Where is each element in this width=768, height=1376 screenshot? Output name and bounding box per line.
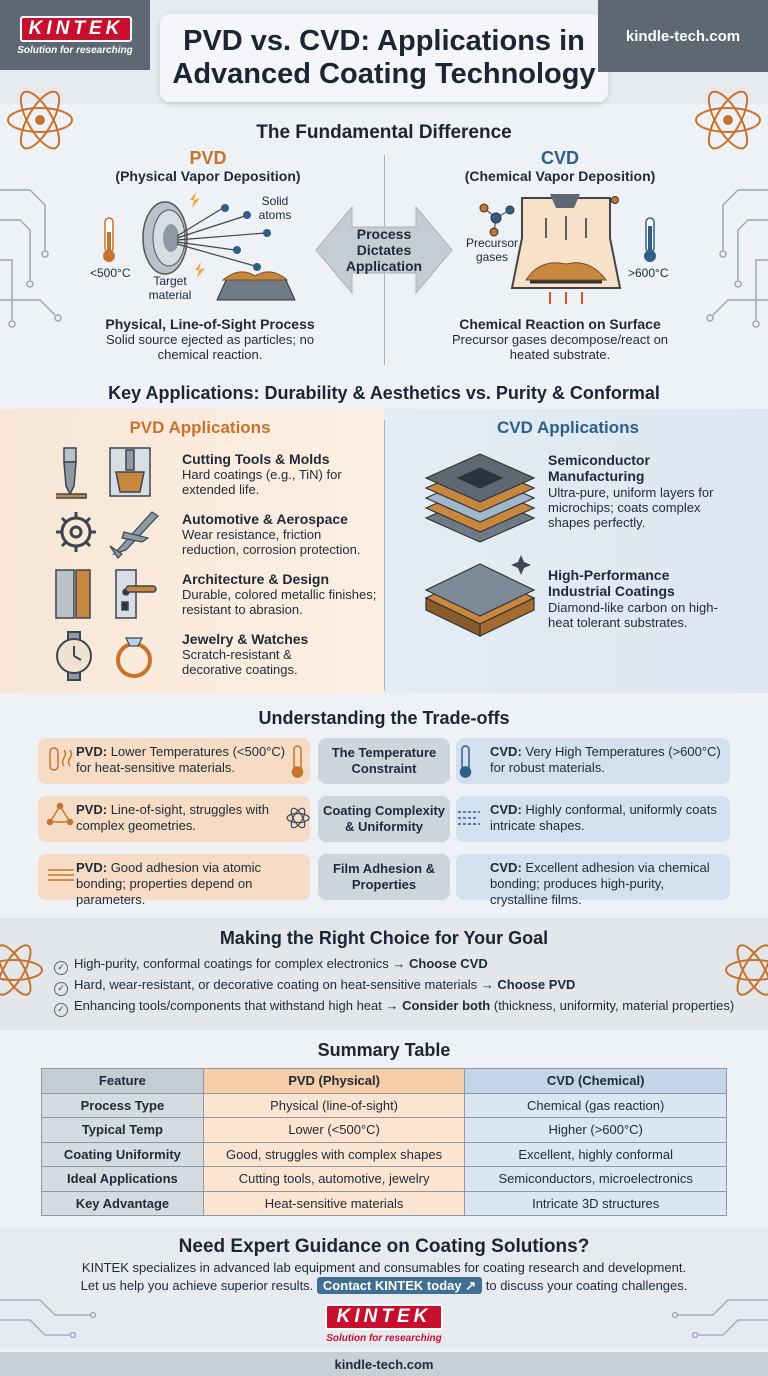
- tradeoff-pvd-cell: PVD: Line-of-sight, struggles with complex geometries.: [38, 796, 310, 842]
- footer-site-link[interactable]: kindle-tech.com: [0, 1352, 768, 1376]
- cvd-caption-title: Chemical Reaction on Surface: [459, 316, 661, 332]
- pvd-heading: PVD: [189, 148, 227, 168]
- table-row: [42, 1191, 727, 1216]
- pvd-app-title: Automotive & Aerospace: [182, 511, 348, 527]
- table-cell: Physical (line-of-sight): [203, 1093, 465, 1118]
- gear-icon: [56, 512, 96, 552]
- check-icon: ✓: [54, 1003, 68, 1017]
- pvd-full-name: (Physical Vapor Deposition): [115, 168, 301, 184]
- coated-substrate-icon: [426, 564, 534, 636]
- divider: [384, 420, 385, 690]
- pvd-atoms-label: Solid atoms: [258, 194, 292, 222]
- logo-tagline: Solution for researching: [17, 45, 133, 56]
- tradeoff-label: Coating Complexity & Uniformity: [318, 796, 450, 842]
- summary-title: Summary Table: [317, 1040, 451, 1060]
- cta-line-1: KINTEK specializes in advanced lab equipment and consumables for coating research and development.: [81, 1260, 687, 1275]
- target-disc-icon: [143, 202, 187, 274]
- link-icon: ↗: [465, 1278, 477, 1293]
- watch-icon: [57, 632, 91, 680]
- table-header: Feature: [42, 1069, 204, 1094]
- pvd-app-title: Cutting Tools & Molds: [182, 451, 330, 467]
- microchip-icon: [426, 454, 534, 542]
- contact-button[interactable]: Contact KINTEK today ↗: [317, 1277, 482, 1294]
- cvd-gases-label: Precursor gases: [465, 236, 518, 264]
- tradeoff-label: Film Adhesion & Properties: [318, 854, 450, 900]
- pvd-app-title: Architecture & Design: [182, 571, 330, 587]
- choice-item: ✓ Enhancing tools/components that withstand high heat → Consider both (thickness, uniformity, material properties): [54, 998, 744, 1017]
- sparkle-icon: [511, 555, 531, 575]
- logo-tagline: Solution for researching: [326, 1333, 442, 1344]
- table-row: [42, 1093, 727, 1118]
- table-cell: Heat-sensitive materials: [203, 1191, 465, 1216]
- cvd-heading: CVD: [540, 148, 579, 168]
- cta-line-2: Let us help you achieve superior results. Contact KINTEK today ↗ to discuss your coating challenges.: [80, 1278, 688, 1293]
- summary-table: [41, 1068, 727, 1216]
- cvd-application-icons: [420, 448, 540, 648]
- tradeoff-cvd-cell: CVD: Highly conformal, uniformly coats intricate shapes.: [456, 796, 730, 842]
- tradeoff-label: The Temperature Constraint: [318, 738, 450, 784]
- triangle-nodes-icon: [48, 804, 73, 825]
- fundamental-title: The Fundamental Difference: [256, 122, 512, 143]
- table-header: CVD (Chemical): [465, 1069, 727, 1094]
- table-cell: Good, struggles with complex shapes: [203, 1142, 465, 1167]
- cvd-app-title: Semiconductor Manufacturing: [548, 452, 650, 484]
- cvd-temp: >600°C: [628, 266, 669, 280]
- pvd-caption-text: Solid source ejected as particles; no chemical reaction.: [105, 332, 315, 362]
- check-icon: ✓: [54, 982, 68, 996]
- tradeoff-cvd-cell: CVD: Very High Temperatures (>600°C) for robust materials.: [456, 738, 730, 784]
- reactor-chamber-icon: [512, 194, 620, 288]
- table-cell: Chemical (gas reaction): [465, 1093, 727, 1118]
- mold-icon: [110, 448, 150, 496]
- thermometer-icon: [461, 746, 471, 777]
- table-row: [42, 1118, 727, 1143]
- panel-icon: [56, 570, 90, 618]
- pvd-temp: <500°C: [90, 266, 131, 280]
- page-title: PVD vs. CVD: Applications in Advanced Coating Technology: [160, 14, 608, 102]
- table-cell: Key Advantage: [42, 1191, 204, 1216]
- spark-icon: [190, 192, 205, 278]
- cvd-app-desc: Diamond-like carbon on high-heat tolerant substrates.: [548, 600, 718, 630]
- tradeoffs-title: Understanding the Trade-offs: [258, 708, 510, 728]
- cvd-applications-heading: CVD Applications: [497, 418, 639, 437]
- cvd-app-desc: Ultra-pure, uniform layers for microchips; coats complex shapes perfectly.: [548, 485, 714, 530]
- heat-arrows-icon: [550, 292, 582, 304]
- table-cell: Semiconductors, microelectronics: [465, 1167, 727, 1192]
- heat-icon: [50, 748, 72, 770]
- pvd-applications-heading: PVD Applications: [129, 418, 271, 437]
- table-row: [42, 1142, 727, 1167]
- cta-title: Need Expert Guidance on Coating Solutions?: [178, 1236, 590, 1257]
- table-cell: Excellent, highly conformal: [465, 1142, 727, 1167]
- atom-icon: [287, 806, 309, 830]
- door-handle-icon: [116, 570, 156, 618]
- tradeoff-pvd-cell: PVD: Lower Temperatures (<500°C) for heat-sensitive materials.: [38, 738, 310, 784]
- pvd-app-desc: Hard coatings (e.g., TiN) for extended life.: [182, 467, 342, 497]
- airplane-icon: [110, 512, 158, 558]
- pvd-caption-title: Physical, Line-of-Sight Process: [105, 316, 315, 332]
- tradeoff-pvd-cell: PVD: Good adhesion via atomic bonding; properties depend on parameters.: [38, 854, 310, 900]
- check-icon: ✓: [54, 961, 68, 975]
- table-cell: Lower (<500°C): [203, 1118, 465, 1143]
- circuit-icon: [0, 190, 61, 327]
- pvd-target-label: Target material: [148, 274, 192, 302]
- pvd-app-title: Jewelry & Watches: [182, 631, 309, 647]
- table-row: [42, 1167, 727, 1192]
- process-dictates-label: Process Dictates Application: [345, 226, 423, 274]
- logo-box[interactable]: [0, 0, 150, 70]
- pvd-app-desc: Scratch-resistant & decorative coatings.: [182, 647, 298, 677]
- site-link[interactable]: kindle-tech.com: [598, 0, 768, 72]
- table-header: PVD (Physical): [203, 1069, 465, 1094]
- substrate-icon: [217, 272, 295, 300]
- tradeoff-cvd-cell: CVD: Excellent adhesion via chemical bonding; produces high-purity, crystalline films.: [456, 854, 730, 900]
- choice-title: Making the Right Choice for Your Goal: [219, 928, 549, 948]
- pvd-app-desc: Durable, colored metallic finishes; resistant to abrasion.: [182, 587, 377, 617]
- table-cell: Process Type: [42, 1093, 204, 1118]
- flow-lines-icon: [458, 812, 480, 824]
- applications-title: Key Applications: Durability & Aesthetics vs. Purity & Conformal: [108, 383, 660, 403]
- thermometer-icon: [103, 218, 115, 262]
- thermometer-icon: [293, 746, 303, 777]
- tradeoff-icons: [44, 742, 730, 902]
- circuit-icon: [707, 190, 768, 327]
- cvd-app-title: High-Performance Industrial Coatings: [548, 567, 675, 599]
- kintek-logo[interactable]: KINTEK: [325, 1304, 443, 1330]
- table-cell: Higher (>600°C): [465, 1118, 727, 1143]
- ring-icon: [118, 638, 150, 676]
- table-cell: Ideal Applications: [42, 1167, 204, 1192]
- table-cell: Coating Uniformity: [42, 1142, 204, 1167]
- table-cell: Cutting tools, automotive, jewelry: [203, 1167, 465, 1192]
- layers-icon: [48, 870, 74, 880]
- choice-item: ✓ Hard, wear-resistant, or decorative coating on heat-sensitive materials → Choose PVD: [54, 977, 744, 996]
- pvd-app-desc: Wear resistance, friction reduction, corrosion protection.: [182, 527, 361, 557]
- drill-icon: [56, 448, 86, 498]
- thermometer-icon: [644, 218, 656, 262]
- kintek-logo: KINTEK: [20, 16, 132, 42]
- choice-item: ✓ High-purity, conformal coatings for complex electronics → Choose CVD: [54, 956, 744, 975]
- table-cell: Typical Temp: [42, 1118, 204, 1143]
- pvd-application-icons: [52, 446, 172, 682]
- table-header-row: [42, 1069, 727, 1094]
- table-cell: Intricate 3D structures: [465, 1191, 727, 1216]
- cvd-full-name: (Chemical Vapor Deposition): [464, 168, 656, 184]
- cvd-caption-text: Precursor gases decompose/react on heated substrate.: [451, 332, 669, 362]
- atom-icon: [0, 941, 42, 999]
